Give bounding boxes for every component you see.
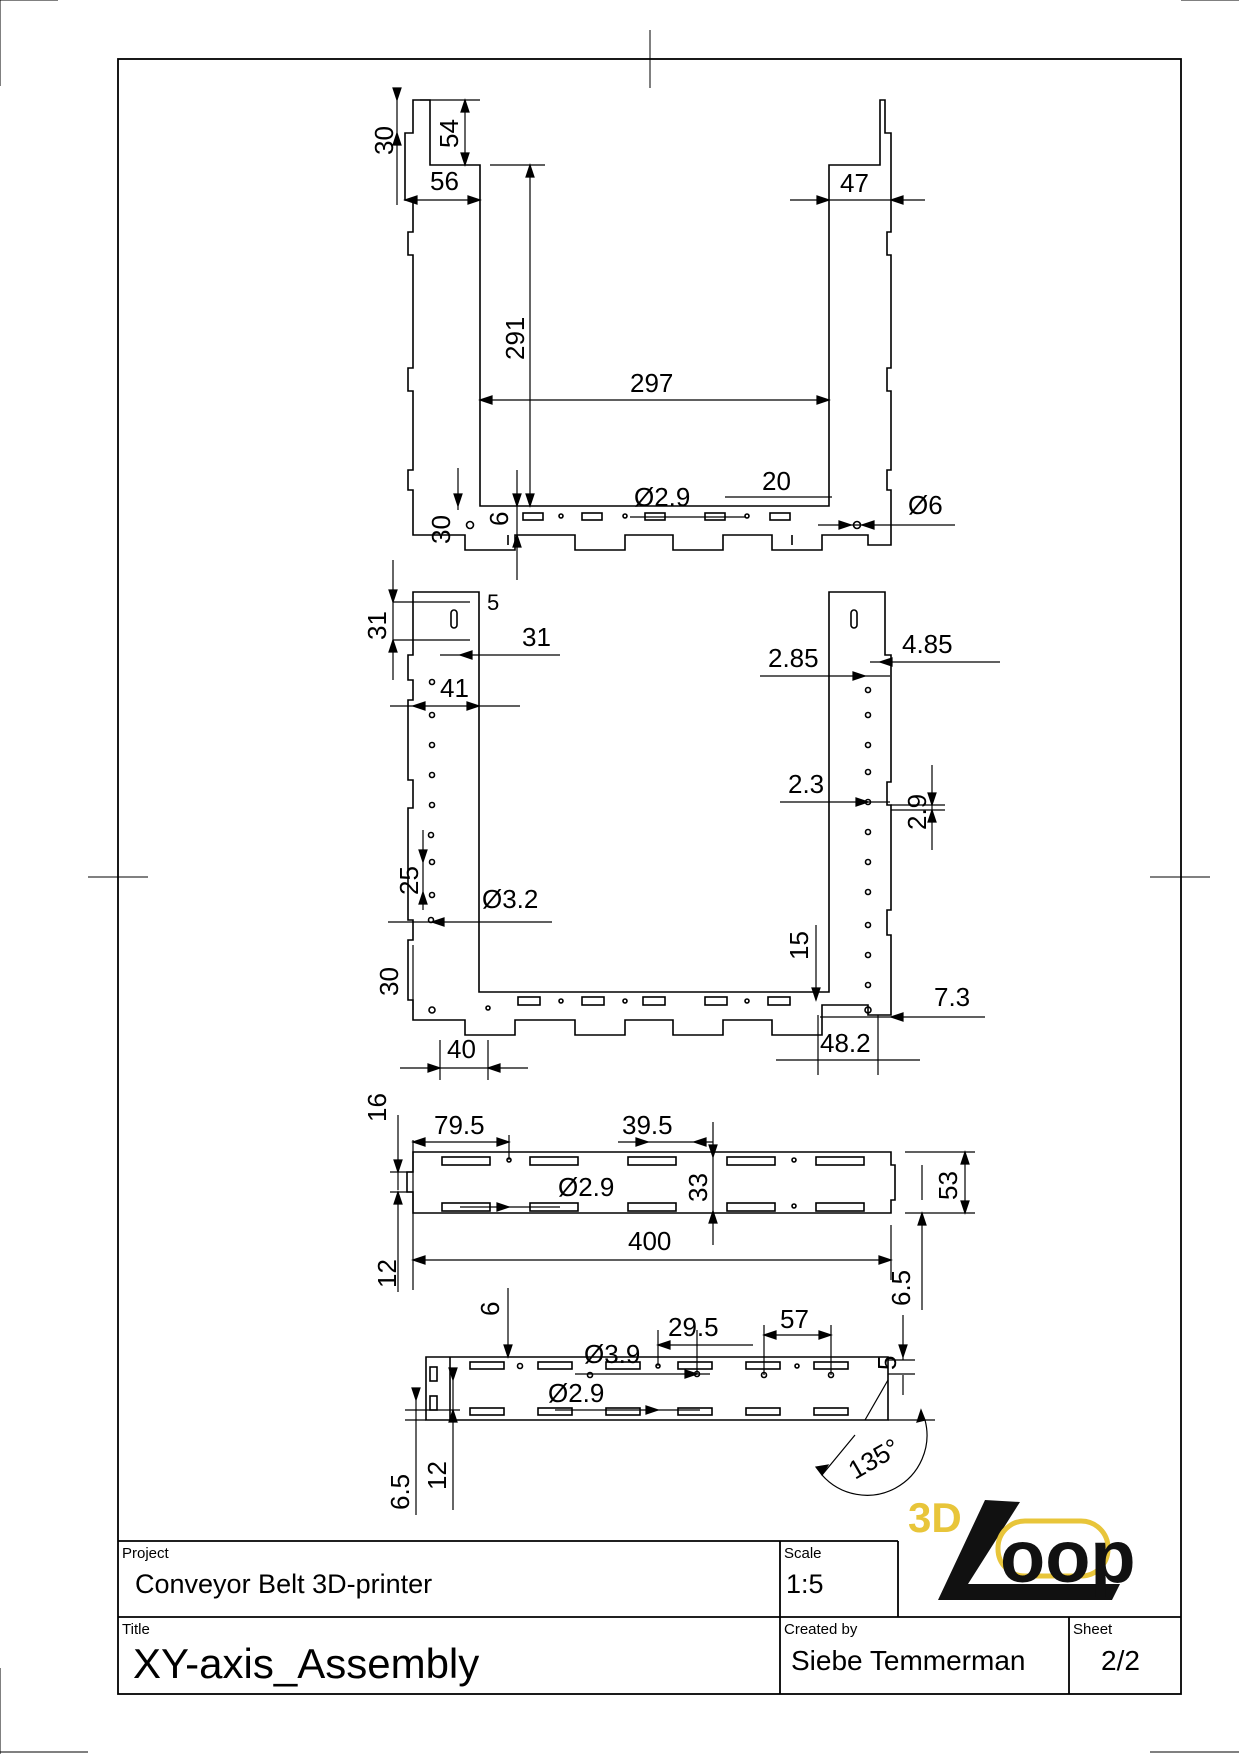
logo-3d-text: 3D: [908, 1494, 962, 1541]
dim-bar2-29-5: 29.5: [668, 1312, 719, 1342]
dim-bar2-135-deg: 135°: [843, 1432, 905, 1486]
sheet-label: Sheet: [1073, 1621, 1113, 1638]
dim-bar1-400: 400: [628, 1226, 672, 1256]
dim-mid-2-3: 2.3: [788, 769, 825, 799]
dim-bar2-12: 12: [422, 1461, 452, 1490]
dim-mid-25: 25: [394, 866, 424, 895]
dim-top-dia-6: Ø6: [908, 490, 943, 520]
dim-mid-15: 15: [784, 931, 814, 960]
dim-top-30: 30: [369, 126, 399, 155]
dim-bar1-79-5: 79.5: [434, 1110, 485, 1140]
dim-bar2-5: 5: [872, 1355, 902, 1370]
dim-bar1-33: 33: [683, 1173, 713, 1202]
3d-loop-logo: [908, 1494, 1136, 1600]
dim-bar2-6: 6: [475, 1301, 505, 1316]
dim-bar2-dia-2-9: Ø2.9: [548, 1378, 605, 1408]
dim-bar1-dia-2-9: Ø2.9: [558, 1172, 615, 1202]
dim-bar2-6-5: 6.5: [385, 1473, 415, 1510]
dim-mid-41: 41: [440, 673, 469, 703]
dim-mid-4-85: 4.85: [902, 629, 953, 659]
dim-mid-48-2: 48.2: [820, 1028, 871, 1058]
dim-bar1-16: 16: [362, 1093, 392, 1122]
project-name: Conveyor Belt 3D-printer: [135, 1569, 433, 1599]
sheet-number: 2/2: [1101, 1645, 1140, 1676]
created-by-name: Siebe Temmerman: [791, 1645, 1026, 1676]
dim-top-dia-2-9: Ø2.9: [634, 482, 691, 512]
dim-mid-7-3: 7.3: [934, 982, 971, 1012]
dim-top-291: 291: [500, 316, 530, 360]
dim-bar1-39-5: 39.5: [622, 1110, 673, 1140]
dim-mid-dia-3-2: Ø3.2: [482, 884, 539, 914]
dim-mid-2-9: 2.9: [902, 793, 932, 830]
dim-mid-40: 40: [447, 1034, 476, 1064]
dim-top-54: 54: [434, 119, 464, 148]
dim-mid-5: 5: [487, 590, 500, 615]
dim-bar1-6-5: 6.5: [886, 1269, 916, 1306]
logo-oop-text: oop: [1000, 1515, 1136, 1598]
dim-top-20: 20: [762, 466, 791, 496]
dim-bar1-12: 12: [372, 1259, 402, 1288]
dim-top-47: 47: [840, 168, 869, 198]
dim-mid-30: 30: [374, 967, 404, 996]
dim-mid-2-85: 2.85: [768, 643, 819, 673]
scale-label: Scale: [784, 1545, 822, 1562]
drawing-title: XY-axis_Assembly: [133, 1640, 480, 1687]
drawing-border: [118, 59, 1181, 1694]
created-by-label: Created by: [784, 1621, 858, 1638]
title-label: Title: [122, 1621, 150, 1638]
dim-bar2-dia-3-9: Ø3.9: [584, 1339, 641, 1369]
dim-top-297: 297: [630, 368, 674, 398]
dim-mid-31: 31: [522, 622, 551, 652]
project-label: Project: [122, 1545, 169, 1562]
dim-top-6: 6: [484, 511, 514, 526]
dim-bar1-53: 53: [933, 1171, 963, 1200]
dim-mid-31-vertical: 31: [362, 611, 392, 640]
bar-part-1: [407, 1152, 895, 1213]
dim-top-56: 56: [430, 166, 459, 196]
dim-bar2-57: 57: [780, 1304, 809, 1334]
scale-value: 1:5: [786, 1569, 824, 1599]
dim-top-30b: 30: [426, 515, 456, 544]
